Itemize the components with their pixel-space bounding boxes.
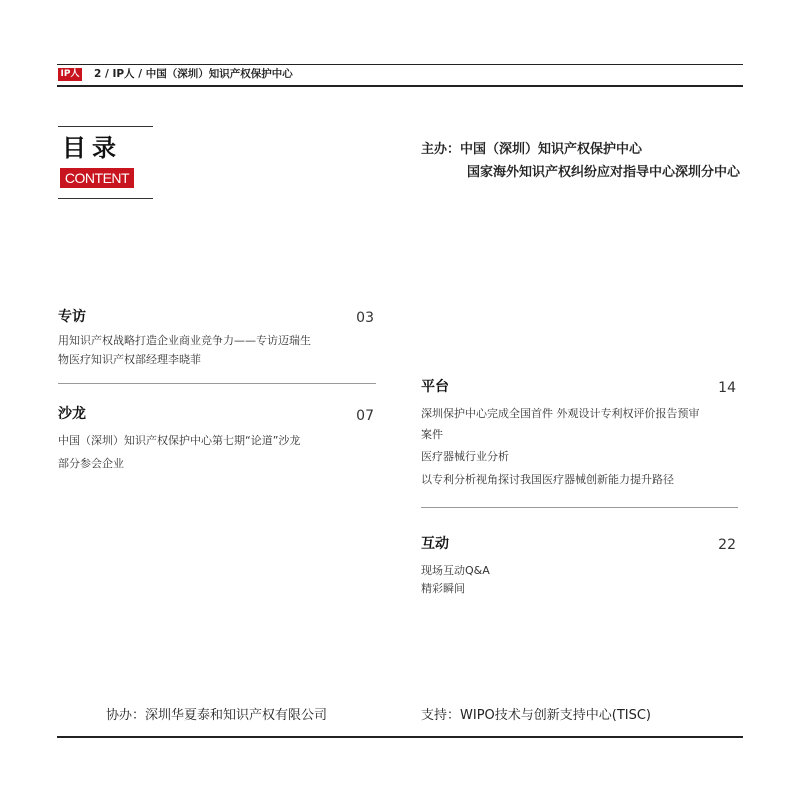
section-title-platform: 平台 <box>421 379 449 395</box>
header-top-rule <box>57 64 743 65</box>
list-item[interactable]: 物医疗知识产权部经理李晓菲 <box>58 353 201 366</box>
list-item[interactable]: 以专利分析视角探讨我国医疗器械创新能力提升路径 <box>421 473 674 486</box>
breadcrumb: 2 / IP人 / 中国（深圳）知识产权保护中心 <box>94 68 293 80</box>
supporter: 支持：WIPO技术与创新支持中心(TISC) <box>421 708 652 723</box>
list-item[interactable]: 部分参会企业 <box>58 457 124 470</box>
footer-rule <box>57 736 743 738</box>
section-divider <box>421 507 738 508</box>
list-item[interactable]: 深圳保护中心完成全国首件 外观设计专利权评价报告预审 <box>421 407 700 420</box>
list-item[interactable]: 案件 <box>421 428 443 441</box>
list-item[interactable]: 用知识产权战略打造企业商业竞争力——专访迈瑞生 <box>58 334 311 347</box>
section-page-interview[interactable]: 03 <box>356 310 374 326</box>
section-title-interview: 专访 <box>58 309 86 325</box>
list-item[interactable]: 医疗器械行业分析 <box>421 450 509 463</box>
page-title: 目录 <box>62 134 122 162</box>
section-divider <box>58 383 376 384</box>
section-title-salon: 沙龙 <box>58 406 86 422</box>
section-page-interaction[interactable]: 22 <box>718 537 736 553</box>
host-organizer: 主办：中国（深圳）知识产权保护中心 <box>421 142 643 157</box>
section-title-interaction: 互动 <box>421 536 449 552</box>
header-badge: IP人 <box>58 68 82 81</box>
co-organizer: 协办：深圳华夏泰和知识产权有限公司 <box>106 708 328 723</box>
list-item[interactable]: 现场互动Q&A <box>421 564 490 577</box>
content-badge: CONTENT <box>60 168 134 188</box>
title-top-rule <box>58 126 153 127</box>
title-bottom-rule <box>58 198 153 199</box>
host-organizer-secondary: 国家海外知识产权纠纷应对指导中心深圳分中心 <box>467 165 741 180</box>
section-page-salon[interactable]: 07 <box>356 408 374 424</box>
section-page-platform[interactable]: 14 <box>718 380 736 396</box>
list-item[interactable]: 中国（深圳）知识产权保护中心第七期“论道”沙龙 <box>58 434 301 447</box>
list-item[interactable]: 精彩瞬间 <box>421 582 465 595</box>
header-bottom-rule <box>57 85 743 87</box>
